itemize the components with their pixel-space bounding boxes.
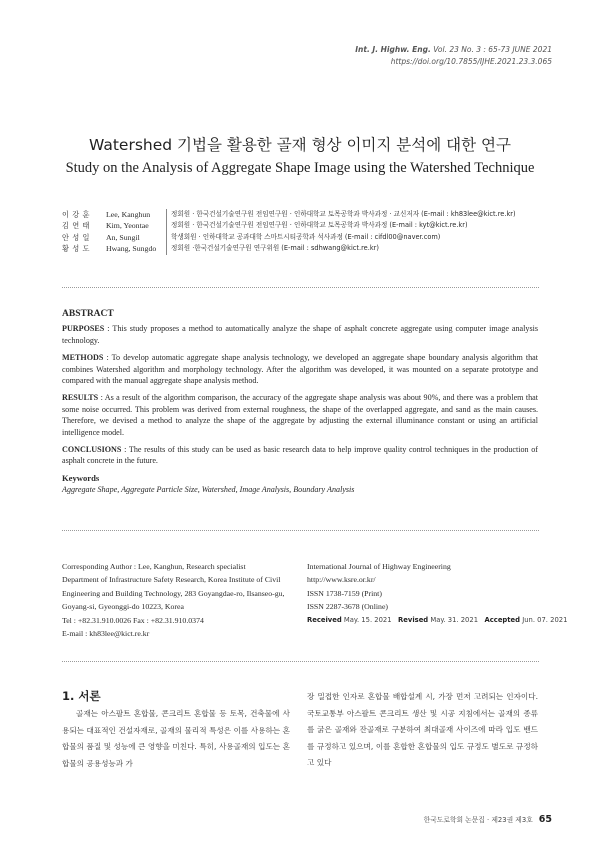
corr-line: Engineering and Building Technology, 283 Goyangdae-ro, Ilsanseo-gu, <box>62 588 285 598</box>
author-row <box>62 220 516 231</box>
corresponding-author-block <box>62 560 292 640</box>
page-footer <box>424 814 552 825</box>
author-name-en: An, Sungil <box>106 232 140 242</box>
abstract-conclusions: CONCLUSIONS : The results of this study can be used as basic research data to help improve quality control techniques in the production of asphalt concrete in the future. <box>62 445 538 466</box>
author-row <box>62 243 516 254</box>
divider <box>62 287 539 288</box>
page-number: 65 <box>538 814 552 825</box>
author-name-ko: 이 강 훈 <box>62 210 90 219</box>
author-list <box>62 209 516 255</box>
journal-info-block <box>307 560 568 627</box>
title-english: Study on the Analysis of Aggregate Shape Image using the Watershed Technique <box>65 160 535 176</box>
author-row <box>62 209 516 220</box>
body-text-right: 장 밀접한 인자로 혼합물 배합설계 시, 가장 먼저 고려되는 인자이다. 국토교통부 아스팔트 콘크리트 생산 및 시공 지침에서는 골재의 종류를 굵은 골재와 잔골재로 구분하여 최대골재 사이즈에 따라 입도 밴드를 규정하고 있으며, 이를 혼합한 혼합물의 입도 규정도 별도로 규정하고 있다 <box>307 692 538 768</box>
author-affiliation: 정회원 · 한국건설기술연구원 전임연구원 · 인하대학교 토목공학과 박사과정 · 교신저자 (E-mail : kh83lee@kict.re.kr) <box>166 209 516 220</box>
author-name-ko: 황 성 도 <box>62 244 90 254</box>
author-affiliation: 정회원 · 한국건설기술연구원 전임연구원 · 인하대학교 토목공학과 박사과정 (E-mail : kyt@kict.re.kr) <box>166 220 468 231</box>
corr-line: Corresponding Author : Lee, Kanghun, Research specialist <box>62 562 246 571</box>
corr-line: Department of Infrastructure Safety Research, Korea Institute of Civil <box>62 575 281 585</box>
abstract-methods: METHODS : To develop automatic aggregate shape analysis technology, we developed an aggregate shape boundary analysis algorithm that combines Watershed algorithm and morphology technology. After the algorithm was developed, it was mounted on a separate prototype and compared with the manual aggregate shape analysis method. <box>62 353 538 386</box>
author-affiliation: 학생회원 · 인하대학교 공과대학 스마트시티공학과 석사과정 (E-mail : cifdl00@naver.com) <box>166 232 440 243</box>
author-name-ko: 김 연 태 <box>62 221 90 231</box>
issn-print: ISSN 1738-7159 (Print) <box>307 588 382 598</box>
keywords-list: Aggregate Shape, Aggregate Particle Size, Watershed, Image Analysis, Boundary Analysis <box>62 485 355 495</box>
footer-journal: 한국도로학회 논문집 · 제23권 제3호 <box>423 816 533 824</box>
submission-dates: Received May. 15. 2021 Revised May. 31. 2021 Accepted Jun. 07. 2021 <box>307 615 568 624</box>
abstract-heading: ABSTRACT <box>62 309 114 319</box>
abstract-results: RESULTS : As a result of the algorithm comparison, the accuracy of the aggregate shape analysis was about 90%, and there was a problem that some noise occurred. This problem was derived from external roughness, the shape of the overlapped aggregate, and sand as the main causes. Therefore, we devised a method to analyze the shape of the aggregate by adjusting the external illuminance constant or using an artificial intelligence model. <box>62 393 538 437</box>
journal-url[interactable]: http://www.ksre.or.kr/ <box>307 575 376 585</box>
author-name-en: Hwang, Sungdo <box>106 244 157 254</box>
author-name-en: Lee, Kanghun <box>106 210 151 219</box>
doi-link[interactable]: https://doi.org/10.7855/IJHE.2021.23.3.065 <box>390 57 552 66</box>
abstract-block <box>62 309 538 496</box>
author-name-en: Kim, Yeontae <box>106 221 149 231</box>
author-affiliation: 정회원 ·한국건설기술연구원 연구위원 (E-mail : sdhwang@kict.re.kr) <box>166 243 379 254</box>
divider <box>62 530 539 531</box>
author-row <box>62 232 516 243</box>
title-korean: Watershed 기법을 활용한 골재 형상 이미지 분석에 대한 연구 <box>89 136 511 154</box>
issn-online: ISSN 2287-3678 (Online) <box>307 602 388 612</box>
abstract-purposes: PURPOSES : This study proposes a method to automatically analyze the shape of asphalt concrete aggregate using computer image analysis technology. <box>62 324 538 345</box>
keywords-heading: Keywords <box>62 472 100 483</box>
journal-citation: Int. J. Highw. Eng. Vol. 23 No. 3 : 65-73 JUNE 2021 <box>355 45 552 54</box>
corr-line: Tel : +82.31.910.0026 Fax : +82.31.910.0374 <box>62 615 204 625</box>
journal-name: International Journal of Highway Engineering <box>307 562 451 571</box>
divider <box>62 661 539 662</box>
section-heading: 1. 서론 <box>62 689 101 703</box>
corr-line: E-mail : kh83lee@kict.re.kr <box>62 629 150 639</box>
corr-line: Goyang-si, Gyeonggi-do 10223, Korea <box>62 602 184 612</box>
author-name-ko: 안 성 일 <box>62 232 90 242</box>
body-text-left: 골재는 아스팔트 혼합물, 콘크리트 혼합물 등 토목, 건축물에 사용되는 대표적인 건설자재로, 골재의 물리적 특성은 이를 사용하는 혼합물의 품질 및 성능에 큰 영향을 미친다. 특히, 사용골재의 입도는 혼합물의 공용성능과 가 <box>62 709 290 768</box>
